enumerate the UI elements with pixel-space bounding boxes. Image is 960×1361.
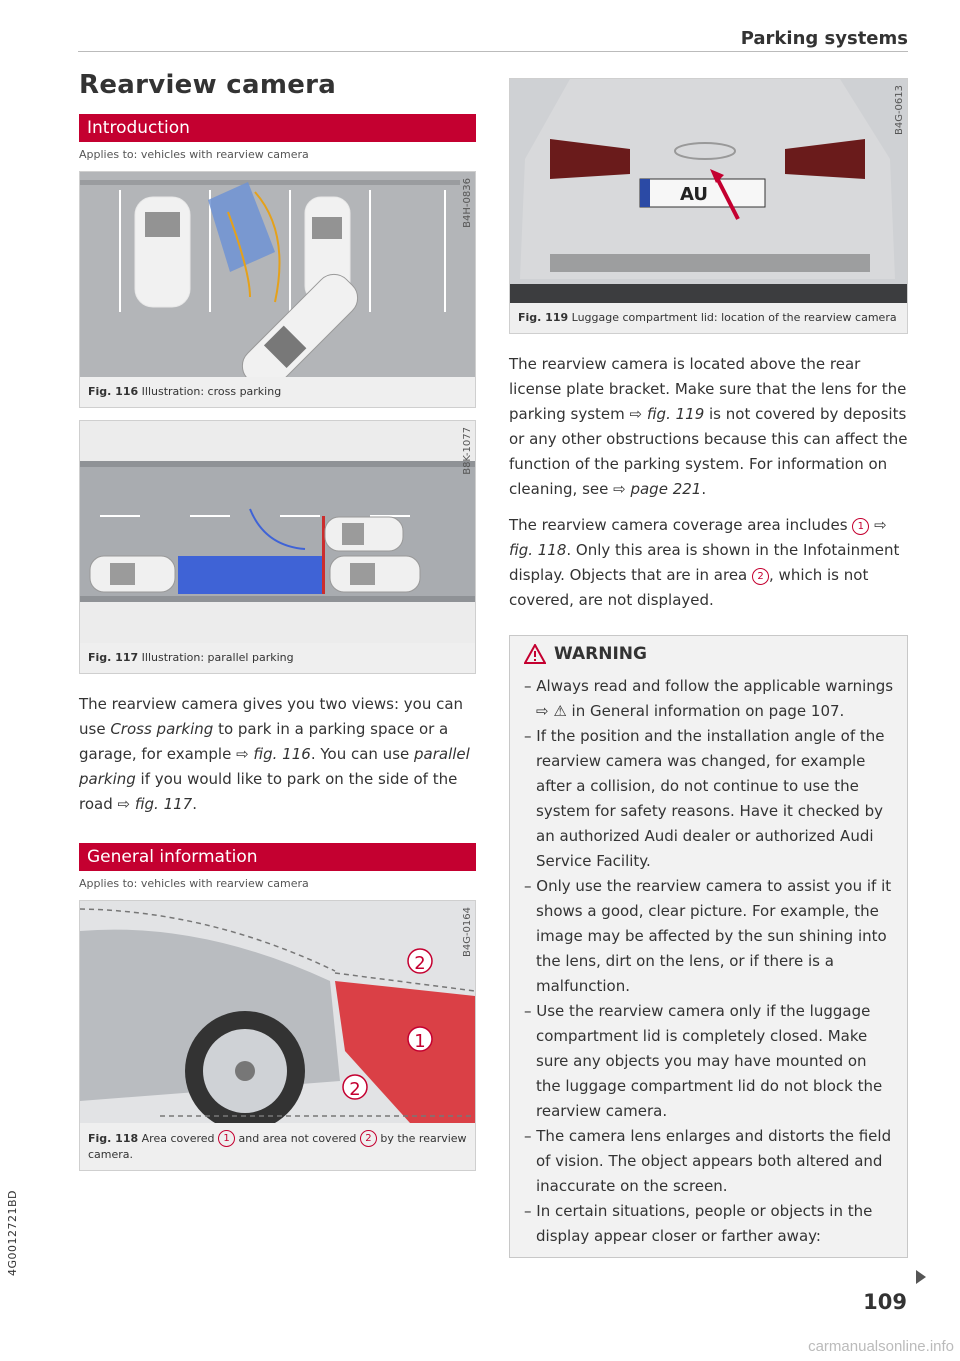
continue-arrow-icon[interactable] [916, 1270, 926, 1284]
page-reference-link[interactable]: ⇨ page 221 [613, 480, 702, 498]
figure-label: Fig. 116 [88, 385, 139, 398]
warning-list [510, 670, 907, 1257]
figure-label: Fig. 118 [88, 1132, 139, 1145]
left-column [79, 70, 476, 1171]
figure-caption [80, 1123, 475, 1170]
warning-item: – Always read and follow the applicable warnings ⇨ ⚠ in General information on page 107. [524, 677, 894, 720]
running-header: Parking systems [740, 28, 908, 49]
warning-title: WARNING [554, 644, 647, 664]
warning-box [509, 635, 908, 1258]
cross-parking-drawing [80, 172, 475, 377]
figure-caption-text: Area covered [141, 1132, 215, 1145]
parallel-parking-illustration [80, 421, 475, 643]
text-run: is not covered by deposits or any other obstructions because this can affect the function of the parking system. For information on cleaning, see [509, 405, 908, 498]
text-run: if you would like to park on the side of the road [79, 770, 458, 813]
text-run: . You can use [310, 745, 415, 763]
footer-watermark: carmanualsonline.info [808, 1338, 954, 1355]
parallel-parking-drawing [80, 421, 475, 643]
figure-reference-link[interactable]: ⇨ fig. 118 [509, 516, 887, 559]
camera-coverage-drawing [80, 901, 475, 1123]
callout-number: 2 [360, 1130, 377, 1147]
text-run: The rearview camera coverage area includes [509, 516, 853, 534]
luggage-lid-camera-photo [510, 79, 907, 303]
header-rule [78, 51, 908, 52]
page-number: 109 [863, 1290, 907, 1314]
figure-caption [80, 377, 475, 407]
figure-label: Fig. 119 [518, 311, 569, 324]
text-run: to park in a parking space or a garage, for example [79, 720, 449, 763]
figure-118 [79, 900, 476, 1171]
figure-reference-link[interactable]: ⇨ fig. 116 [236, 745, 311, 763]
license-plate-text: AU [680, 184, 708, 205]
callout-number: 2 [752, 568, 769, 585]
intro-paragraph [79, 692, 476, 817]
figure-caption [510, 303, 907, 333]
figure-reference-link[interactable]: ⇨ fig. 119 [629, 405, 705, 423]
cross-parking-illustration [80, 172, 475, 377]
figure-code: B4G-0613 [894, 85, 905, 136]
text-run: . Only this area is shown in the Infotainment display. Objects that are in area [509, 541, 900, 584]
warning-item: – The camera lens enlarges and distorts the field of vision. The object appears both altered and inaccurate on the screen. [524, 1127, 892, 1195]
side-document-code: 4G0012721BD [6, 1190, 19, 1277]
svg-text:2: 2 [349, 1079, 361, 1100]
figure-code: B8K-1077 [462, 427, 473, 475]
text-run-italic: parallel parking [79, 745, 470, 788]
figure-label: Fig. 117 [88, 651, 139, 664]
figure-caption-text: and area not covered [238, 1132, 357, 1145]
warning-item: – Use the rearview camera only if the luggage compartment lid is completely closed. Make sure any objects you may have mounted on the luggage compartment lid do not block the rearview camera. [524, 1002, 883, 1120]
warning-item: – In certain situations, people or objects in the display appear closer or farther away: [524, 1202, 873, 1245]
figure-caption-text: Illustration: cross parking [141, 385, 282, 398]
applies-to-note: Applies to: vehicles with rearview camera [79, 877, 309, 890]
svg-text:1: 1 [414, 1031, 426, 1052]
applies-to-note: Applies to: vehicles with rearview camera [79, 148, 309, 161]
page-title: Rearview camera [79, 70, 337, 100]
text-run-italic: Cross parking [110, 720, 214, 738]
callout-number: 1 [852, 518, 869, 535]
camera-location-paragraph [509, 352, 908, 502]
figure-reference-link[interactable]: ⇨ fig. 117 [117, 795, 193, 813]
figure-caption [80, 643, 475, 673]
text-run: . [701, 480, 707, 498]
figure-119 [509, 78, 908, 334]
coverage-paragraph [509, 513, 908, 613]
callout-number: 1 [218, 1130, 235, 1147]
warning-header [510, 636, 907, 670]
figure-caption-text: Illustration: parallel parking [141, 651, 294, 664]
figure-caption-text: Luggage compartment lid: location of the rearview camera [571, 311, 897, 324]
text-run: The rearview camera gives you two views: you can use [79, 695, 464, 738]
luggage-lid-drawing [510, 79, 907, 303]
section-heading-general-information: General information [79, 843, 476, 871]
svg-text:2: 2 [414, 953, 426, 974]
warning-item: – Only use the rearview camera to assist you if it shows a good, clear picture. For example, the image may be affected by the sun shining into the lens, dirt on the lens, or if there is a malfunction. [524, 877, 892, 995]
figure-code: B4G-0164 [462, 907, 473, 958]
text-run: . [192, 795, 197, 813]
camera-coverage-illustration [80, 901, 475, 1123]
text-run: , which is not covered, are not displayed. [509, 566, 869, 609]
figure-116 [79, 171, 476, 408]
section-heading-introduction: Introduction [79, 114, 476, 142]
figure-code: B4H-0836 [462, 178, 473, 228]
warning-item: – If the position and the installation angle of the rearview camera was changed, for example after a collision, do not continue to use the system for safety reasons. Have it checked by an authorized Audi dealer or authorized Audi Service Facility. [524, 727, 885, 870]
warning-triangle-icon [524, 644, 546, 664]
figure-caption-text: by the rearview camera. [88, 1132, 467, 1161]
figure-117 [79, 420, 476, 674]
right-column [509, 78, 908, 1258]
text-run: The rearview camera is located above the rear license plate bracket. Make sure that the lens for the parking system [509, 355, 907, 423]
